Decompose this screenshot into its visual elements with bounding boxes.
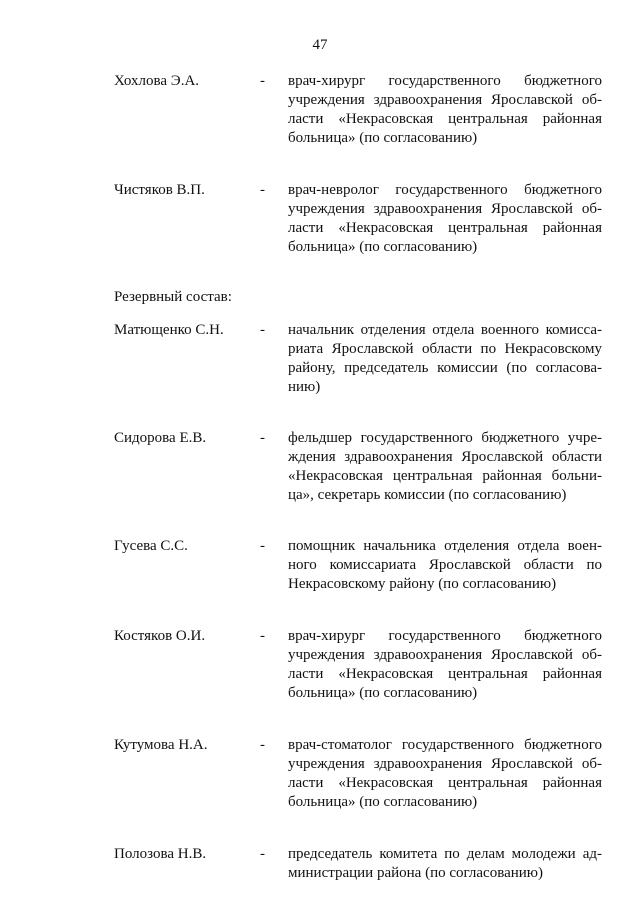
member-role: врач-хирург государственного бюджетного учреждения здравоохранения Ярославской области «Некрасовская центральная районная больница» (по согласованию) (288, 73, 602, 146)
member-role: врач-стоматолог государственного бюджетного учреждения здравоохранения Ярославской области «Некрасовская центральная районная больница» (по согласованию) (288, 737, 602, 810)
member-role: фельдшер государственного бюджетного учреждения здравоохранения Ярославской области «Некрасовская центральная районная больница», секретарь комиссии (по согласованию) (288, 430, 602, 503)
member-name: Чистяков В.П. (114, 182, 205, 198)
member-dash: - (260, 737, 265, 753)
member-entry (114, 321, 602, 397)
member-name: Сидорова Е.В. (114, 430, 207, 446)
member-name: Хохлова Э.А. (114, 73, 200, 89)
member-dash: - (260, 846, 265, 862)
member-role: помощник начальника отделения отдела военного комиссариата Ярославской области по Некрасовскому району (по согласованию) (288, 538, 602, 592)
member-role: начальник отделения отдела военного комиссариата Ярославской области по Некрасовскому району, председатель комиссии (по согласованию) (288, 322, 602, 395)
member-role: врач-хирург государственного бюджетного учреждения здравоохранения Ярославской области «Некрасовская центральная районная больница» (по согласованию) (288, 628, 602, 701)
member-dash: - (260, 430, 265, 446)
member-name: Гусева С.С. (114, 538, 188, 554)
member-name: Полозова Н.В. (114, 846, 207, 862)
member-entry (114, 429, 602, 505)
page-number: 47 (312, 37, 328, 53)
member-entry (114, 72, 602, 148)
member-entry (114, 181, 602, 257)
member-role: председатель комитета по делам молодежи администрации района (по согласованию) (288, 846, 602, 881)
member-entry (114, 736, 602, 812)
member-dash: - (260, 182, 265, 198)
member-dash: - (260, 73, 265, 89)
member-dash: - (260, 628, 265, 644)
member-name: Костяков О.И. (114, 628, 206, 644)
member-name: Кутумова Н.А. (114, 737, 208, 753)
reserve-section-title: Резервный состав: (114, 289, 232, 305)
member-entry (114, 537, 602, 594)
member-dash: - (260, 538, 265, 554)
member-dash: - (260, 322, 265, 338)
member-role: врач-невролог государственного бюджетного учреждения здравоохранения Ярославской области «Некрасовская центральная районная больница» (по согласованию) (288, 182, 602, 255)
member-name: Матющенко С.Н. (114, 322, 224, 338)
member-entry (114, 845, 602, 883)
member-list (114, 72, 602, 883)
member-entry (114, 627, 602, 703)
